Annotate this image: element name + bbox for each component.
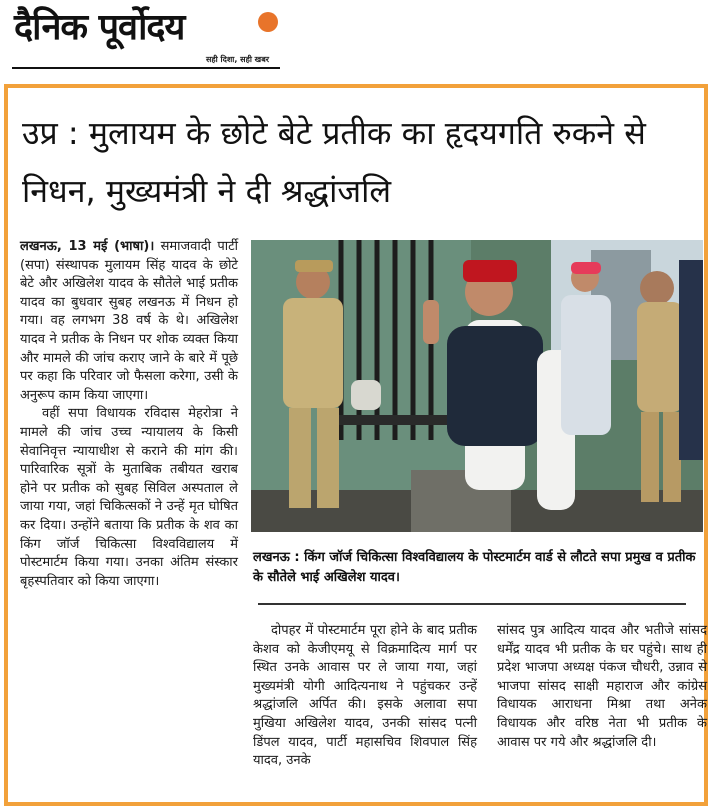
photo-caption: लखनऊ : किंग जॉर्ज चिकित्सा विश्वविद्यालय के पोस्टमार्टम वार्ड से लौटते सपा प्रमुख व प्रतीक के सौतेले भाई अखिलेश यादव।	[253, 550, 696, 585]
article-column-3	[497, 622, 707, 752]
headline: उप्र : मुलायम के छोटे बेटे प्रतीक का हृदयगति रुकने से निधन, मुख्यमंत्री ने दी श्रद्धांजलि	[22, 114, 646, 210]
caption-rule	[258, 603, 686, 605]
tagline: सही दिशा, सही खबर	[206, 55, 270, 64]
newspaper-logo: दैनिक पूर्वोदय	[14, 7, 185, 48]
dateline: लखनऊ, 13 मई (भाषा)।	[20, 239, 155, 254]
paragraph-3: दोपहर में पोस्टमार्टम पूरा होने के बाद प्रतीक केशव को केजीएमयू से विक्रमादित्य मार्ग पर स्थित उनके आवास पर ले जाया गया, जहां मुख्यमंत्री योगी आदित्यनाथ ने पहुंचकर उन्हें श्रद्धांजलि अर्पित की। इसके अलावा सपा मुखिया अखिलेश यादव, उनकी सांसद पत्नी डिंपल यादव, पार्टी महासचिव शिवपाल सिंह यादव, उनके	[253, 623, 477, 769]
masthead	[0, 0, 716, 82]
news-photo	[251, 240, 703, 532]
paragraph-4: सांसद पुत्र आदित्य यादव और भतीजे सांसद धर्मेंद्र यादव भी प्रतीक के घर पहुंचे। साथ ही प्रदेश भाजपा अध्यक्ष पंकज चौधरी, उन्नाव से भाजपा सांसद साक्षी महाराज और कांग्रेस विधायक आराधना मिश्रा तथा अनेक विधायक और वरिष्ठ नेता भी प्रतीक के आवास पर गये और श्रद्धांजलि दी।	[497, 623, 707, 750]
logo-dot-icon	[258, 12, 278, 32]
paragraph-1: समाजवादी पार्टी (सपा) संस्थापक मुलायम सिंह यादव के छोटे बेटे और अखिलेश यादव के सौतेले भाई प्रतीक यादव का बुधवार सुबह लखनऊ में निधन हो गया। वह लगभग 38 वर्ष के थे। अखिलेश यादव ने प्रतीक के निधन पर शोक व्यक्त किया और मामले की जांच कराए जाने के बारे में पूछे पर कहा कि परिवार जो फैसला करेगा, उसी के अनुरूप काम किया जाएगा।	[20, 239, 238, 403]
masthead-rule	[12, 67, 280, 69]
news-photo-illustration	[251, 240, 703, 532]
paragraph-2: वहीं सपा विधायक रविदास मेहरोत्रा ने मामले की जांच उच्च न्यायालय के किसी सेवानिवृत्त न्यायाधीश से कराने की मांग की। पारिवारिक सूत्रों के मुताबिक तबीयत खराब होने पर प्रतीक को सुबह सिविल अस्पताल ले जाया गया, जहां चिकित्सकों ने उन्हें मृत घोषित कर दिया। उन्होंने बताया कि प्रतीक के शव का किंग जॉर्ज चिकित्सा विश्वविद्यालय में पोस्टमार्टम किया गया। उनका अंतिम संस्कार बृहस्पतिवार को किया जाएगा।	[20, 406, 238, 589]
article-column-1	[20, 238, 238, 591]
article-column-2	[253, 622, 477, 771]
